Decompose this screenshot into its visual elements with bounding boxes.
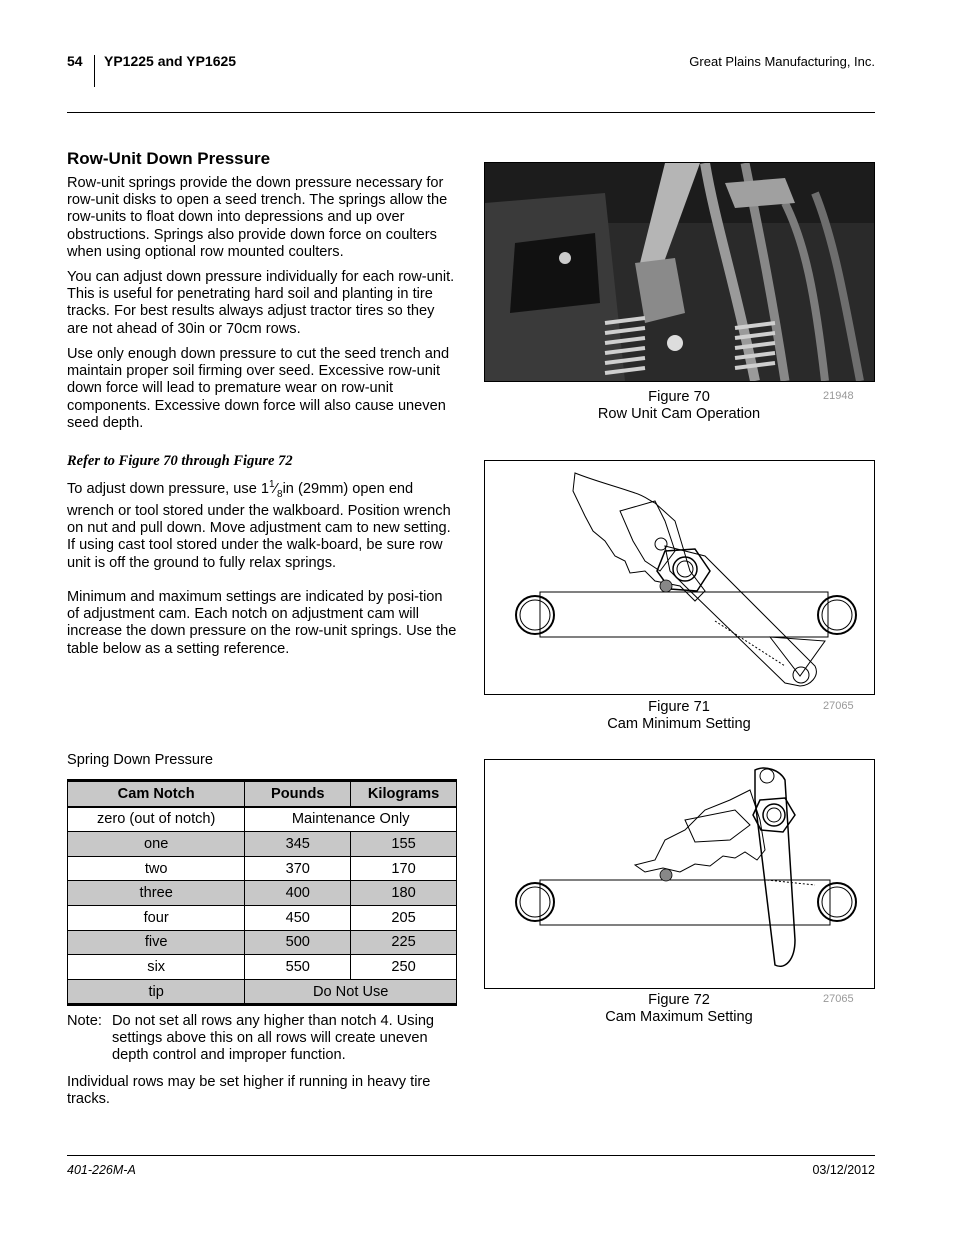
figure-reference: Refer to Figure 70 through Figure 72 [67, 453, 293, 469]
cell-merged: Do Not Use [245, 979, 457, 1005]
paragraph-2: You can adjust down pressure individually for each row-unit. This is useful for penetrating hard soil and planting in tire tracks. For best results always adjust tractor tires so they are not ahead of 30in or 70cm rows. [67, 269, 455, 337]
col-header-kilograms: Kilograms [351, 781, 457, 807]
figure-72-diagram [484, 759, 875, 989]
cell-notch: tip [68, 979, 245, 1005]
cell-notch: zero (out of notch) [68, 807, 245, 832]
cell-kg: 250 [351, 955, 457, 980]
table-row [68, 979, 457, 1005]
cam-minimum-drawing [485, 461, 874, 694]
figure-71-image-number: 27065 [823, 700, 854, 712]
header-divider [94, 55, 95, 87]
cell-kg: 205 [351, 905, 457, 930]
section-title: Row-Unit Down Pressure [67, 149, 271, 168]
cell-kg: 155 [351, 832, 457, 857]
paragraph-adjust [67, 476, 457, 572]
cell-pounds: 370 [245, 856, 351, 881]
footer-rule [67, 1155, 875, 1156]
adjust-text-start: To adjust down pressure, use 1 [67, 480, 269, 497]
footer-doc-number: 401-226M-A [67, 1163, 136, 1177]
cam-maximum-drawing [485, 760, 874, 988]
closing-paragraph: Individual rows may be set higher if running in heavy tire tracks. [67, 1074, 431, 1108]
table-row [68, 905, 457, 930]
figure-72-caption [484, 992, 874, 1026]
col-header-pounds: Pounds [245, 781, 351, 807]
cell-notch: four [68, 905, 245, 930]
table-row [68, 930, 457, 955]
paragraph-3: Use only enough down pressure to cut the seed trench and maintain proper soil firming over seed. Excessive row-unit down force will lead to premature wear on row-unit components. Excessive down force will also cause uneven seed depth. [67, 346, 450, 431]
cell-pounds: 400 [245, 881, 351, 906]
figure-72-image-number: 27065 [823, 993, 854, 1005]
cell-notch: two [68, 856, 245, 881]
cell-kg: 170 [351, 856, 457, 881]
header-rule [67, 112, 875, 113]
paragraph-settings: Minimum and maximum settings are indicated by posi-tion of adjustment cam. Each notch on adjustment cam will increase the down pressure on the row-unit springs. Use the table below as a setting reference. [67, 589, 457, 657]
spring-pressure-table [67, 779, 457, 1006]
cell-pounds: 500 [245, 930, 351, 955]
table-row [68, 807, 457, 832]
cell-pounds: 450 [245, 905, 351, 930]
figure-71-label: Figure 71 [648, 699, 710, 715]
page-number: 54 [67, 53, 83, 69]
cell-merged: Maintenance Only [245, 807, 457, 832]
figure-70-caption [484, 389, 874, 423]
col-header-cam-notch: Cam Notch [68, 781, 245, 807]
figure-71-title: Cam Minimum Setting [607, 716, 751, 733]
figure-70-photo [484, 162, 875, 382]
cell-kg: 180 [351, 881, 457, 906]
cell-kg: 225 [351, 930, 457, 955]
figure-72-title: Cam Maximum Setting [605, 1009, 753, 1026]
adjust-text-rest: in (29mm) open end wrench or tool stored under the walkboard. Position wrench on nut and pull down. Move adjustment cam to new setting. If using cast tool stored under the walk-board, be sure row unit is off the ground to fully relax springs. [67, 480, 451, 571]
table-title: Spring Down Pressure [67, 752, 214, 768]
figure-71-diagram [484, 460, 875, 695]
figure-70-title: Row Unit Cam Operation [597, 406, 761, 423]
cell-pounds: 550 [245, 955, 351, 980]
note-label: Note: [67, 1013, 102, 1029]
cell-notch: three [68, 881, 245, 906]
table-row [68, 832, 457, 857]
table-header-row [68, 781, 457, 807]
paragraph-1: Row-unit springs provide the down pressure necessary for row-unit disks to open a seed trench. The springs allow the row-units to float down into depressions and up over obstructions. Springs also provide down force on coulters when using optional row mounted coulters. [67, 175, 448, 260]
row-unit-photo-image [485, 163, 874, 381]
header-company: Great Plains Manufacturing, Inc. [689, 54, 875, 69]
footer-date: 03/12/2012 [812, 1163, 875, 1177]
note-text: Do not set all rows any higher than notch 4. Using settings above this on all rows will create uneven depth control and improper function. [112, 1013, 435, 1064]
header-model: YP1225 and YP1625 [104, 53, 237, 69]
figure-71-caption [484, 699, 874, 733]
table-row [68, 856, 457, 881]
figure-70-image-number: 21948 [823, 390, 854, 402]
table-row [68, 881, 457, 906]
table-row [68, 955, 457, 980]
figure-70-label: Figure 70 [648, 389, 710, 405]
cell-pounds: 345 [245, 832, 351, 857]
figure-72-label: Figure 72 [648, 992, 710, 1008]
cell-notch: one [68, 832, 245, 857]
cell-notch: six [68, 955, 245, 980]
fraction-1-8: $^1⁄_8$ [269, 479, 283, 500]
cell-notch: five [68, 930, 245, 955]
